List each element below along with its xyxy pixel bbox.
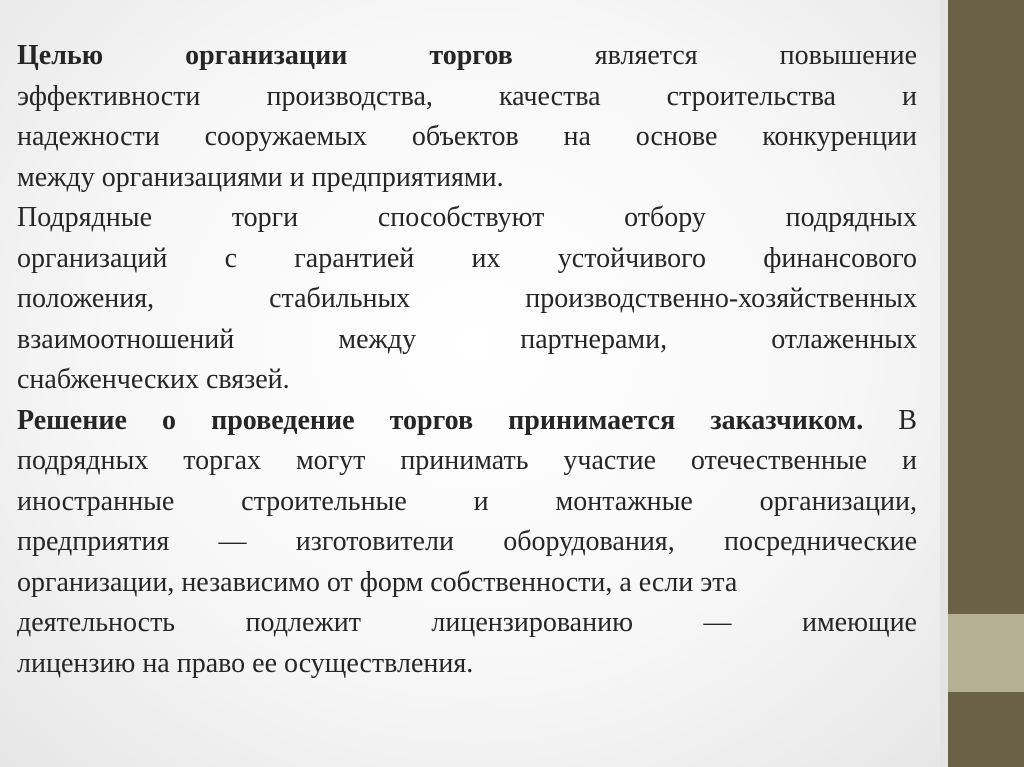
- paragraph-tenders-line-2: организаций с гарантией их устойчивого финансового: [17, 242, 917, 274]
- decision-line-1-tail: В: [863, 404, 917, 436]
- paragraph-tenders-line-5: снабженческих связей.: [17, 364, 290, 395]
- paragraph-decision: [17, 401, 917, 685]
- paragraph-decision-line-3: иностранные строительные и монтажные организации,: [17, 485, 917, 517]
- paragraph-decision-line-1: [17, 401, 917, 442]
- paragraph-decision-line-6: деятельность подлежит лицензированию — имеющие: [17, 607, 917, 638]
- paragraph-goal-line-1: [17, 36, 917, 77]
- paragraph-tenders-line-3: положения, стабильных производственно-хозяйственных: [17, 283, 917, 314]
- bold-term-tenders: торгов: [429, 40, 513, 71]
- paragraph-goal-line-2: эффективности производства, качества строительства и: [17, 80, 917, 112]
- slide-body: [17, 36, 917, 684]
- paragraph-decision-line-7: лицензию на право ее осуществления.: [17, 647, 474, 679]
- bold-term-goal: Целью: [17, 40, 104, 71]
- paragraph-contract-tenders: [17, 198, 917, 401]
- paragraph-goal: [17, 36, 917, 198]
- bold-decision-statement: Решение о проведение торгов принимается заказчиком.: [17, 404, 864, 436]
- paragraph-decision-line-5: организации, независимо от форм собственности, а если эта: [17, 566, 738, 598]
- side-divider-strip: [940, 0, 948, 767]
- paragraph-tenders-line-4: взаимоотношений между партнерами, отлаженных: [17, 323, 917, 355]
- paragraph-goal-line-3: надежности сооружаемых объектов на основе конкуренции: [17, 121, 917, 152]
- paragraph-tenders-line-1: Подрядные торги способствуют отбору подрядных: [17, 202, 917, 233]
- paragraph-decision-line-4: предприятия — изготовители оборудования, посреднические: [17, 526, 917, 557]
- paragraph-goal-line-4: между организациями и предприятиями.: [17, 161, 504, 193]
- paragraph-decision-line-2: подрядных торгах могут принимать участие отечественные и: [17, 445, 917, 476]
- side-decor-accent: [948, 614, 1024, 692]
- bold-term-organization: организации: [185, 40, 348, 71]
- goal-line-1-tail: является повышение: [594, 40, 918, 71]
